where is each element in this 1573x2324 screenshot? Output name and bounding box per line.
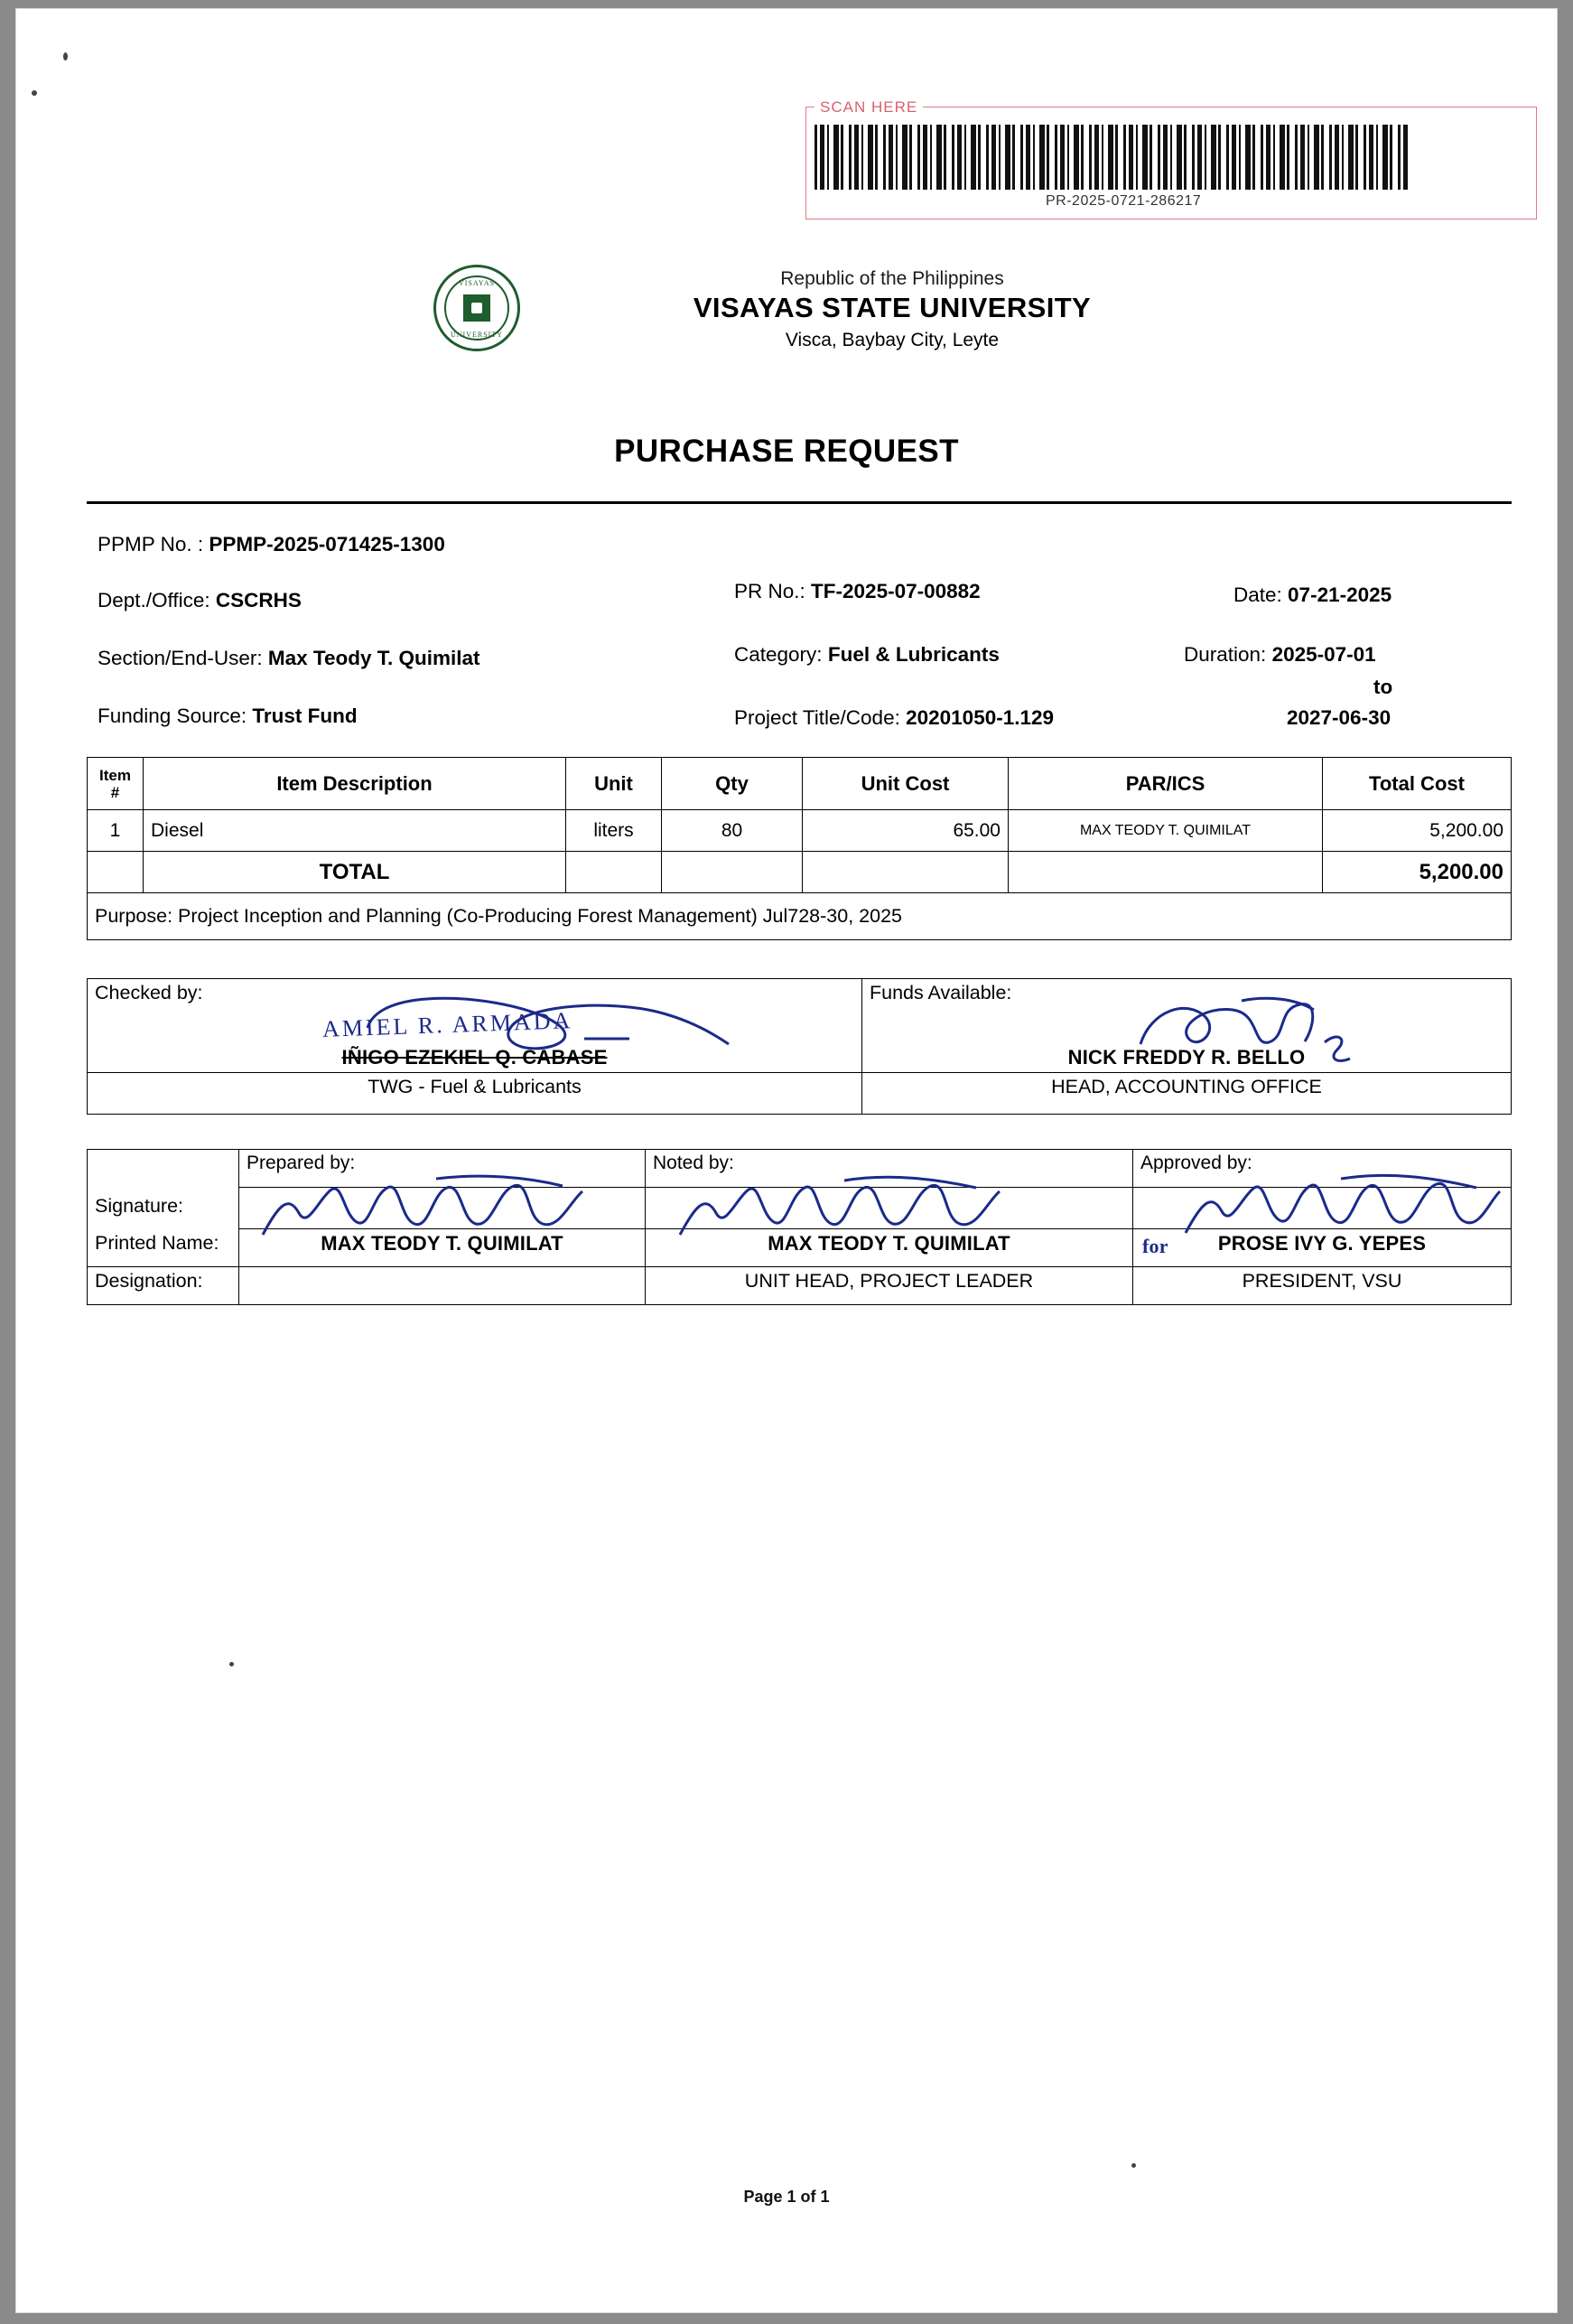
col-par-ics: PAR/ICS bbox=[1009, 758, 1323, 810]
col-item-no: Item # bbox=[88, 758, 144, 810]
checked-by-label: Checked by: bbox=[95, 982, 203, 1003]
cell-item-no: 1 bbox=[88, 810, 144, 852]
ppmp-field bbox=[98, 533, 445, 556]
ppmp-value: PPMP-2025-071425-1300 bbox=[209, 533, 445, 555]
barcode-number: PR-2025-0721-286217 bbox=[1046, 193, 1202, 209]
checked-funds-top-row bbox=[88, 979, 1512, 1073]
checked-funds-table bbox=[87, 978, 1512, 1115]
duration-label: Duration: bbox=[1184, 643, 1267, 666]
cell-description: Diesel bbox=[144, 810, 566, 852]
dept-label: Dept./Office: bbox=[98, 589, 210, 611]
category-value: Fuel & Lubricants bbox=[827, 643, 1000, 666]
approved-by-label-cell: Approved by: bbox=[1133, 1150, 1512, 1188]
project-field bbox=[734, 706, 1054, 730]
cell-unit: liters bbox=[566, 810, 662, 852]
purpose-cell bbox=[88, 893, 1512, 940]
funding-value: Trust Fund bbox=[252, 705, 358, 727]
total-spacer-5 bbox=[1009, 852, 1323, 893]
cell-par-ics: MAX TEODY T. QUIMILAT bbox=[1009, 810, 1323, 852]
table-total-row bbox=[88, 852, 1512, 893]
prepared-by-designation bbox=[239, 1267, 646, 1305]
approved-by-name: PROSE IVY G. YEPES bbox=[1217, 1232, 1427, 1255]
checked-by-cell bbox=[88, 979, 862, 1073]
approval-signature-row bbox=[88, 1188, 1512, 1229]
approved-by-prefix: for bbox=[1142, 1235, 1168, 1257]
approved-by-name-cell bbox=[1133, 1229, 1512, 1267]
approval-header-spacer bbox=[88, 1150, 239, 1188]
duration-from: 2025-07-01 bbox=[1271, 643, 1376, 666]
project-label: Project Title/Code: bbox=[734, 706, 900, 729]
project-value: 20201050-1.129 bbox=[906, 706, 1055, 729]
section-label: Section/End-User: bbox=[98, 647, 263, 669]
total-label: TOTAL bbox=[144, 852, 566, 893]
dept-value: CSCRHS bbox=[215, 589, 302, 611]
purpose-label: Purpose: bbox=[95, 905, 173, 927]
scan-artifact-speck bbox=[229, 1662, 234, 1666]
cell-qty: 80 bbox=[662, 810, 803, 852]
col-total-cost: Total Cost bbox=[1323, 758, 1512, 810]
pr-no-field bbox=[734, 580, 981, 603]
total-spacer-3 bbox=[662, 852, 803, 893]
row-label-signature: Signature: bbox=[88, 1188, 239, 1229]
ppmp-label: PPMP No. : bbox=[98, 533, 204, 555]
duration-to: 2027-06-30 bbox=[1287, 706, 1392, 729]
section-field bbox=[98, 647, 479, 670]
noted-by-designation: UNIT HEAD, PROJECT LEADER bbox=[646, 1267, 1133, 1305]
pr-no-value: TF-2025-07-00882 bbox=[811, 580, 981, 602]
row-label-designation: Designation: bbox=[88, 1267, 239, 1305]
approved-by-designation: PRESIDENT, VSU bbox=[1133, 1267, 1512, 1305]
date-field bbox=[1233, 583, 1392, 607]
funds-available-label: Funds Available: bbox=[870, 982, 1012, 1003]
items-table bbox=[87, 757, 1512, 940]
col-unit: Unit bbox=[566, 758, 662, 810]
total-spacer-4 bbox=[803, 852, 1009, 893]
duration-field bbox=[1184, 643, 1376, 667]
seal-top-text: VISAYAS bbox=[458, 279, 496, 287]
dept-field bbox=[98, 589, 302, 612]
checked-by-role: TWG - Fuel & Lubricants bbox=[88, 1073, 862, 1115]
page-footer: Page 1 of 1 bbox=[743, 2188, 830, 2206]
approved-by-signature-cell bbox=[1133, 1188, 1512, 1229]
scan-artifact-speck bbox=[63, 52, 68, 61]
total-spacer-1 bbox=[88, 852, 144, 893]
pr-no-label: PR No.: bbox=[734, 580, 805, 602]
noted-by-signature-cell bbox=[646, 1188, 1133, 1229]
university-seal-icon bbox=[433, 265, 520, 351]
total-spacer-2 bbox=[566, 852, 662, 893]
prepared-by-name: MAX TEODY T. QUIMILAT bbox=[239, 1229, 646, 1267]
cell-total-cost: 5,200.00 bbox=[1323, 810, 1512, 852]
table-purpose-row bbox=[88, 893, 1512, 940]
category-field bbox=[734, 643, 1000, 667]
approval-name-row bbox=[88, 1229, 1512, 1267]
duration-to-word: to bbox=[1373, 676, 1393, 698]
approval-designation-row bbox=[88, 1267, 1512, 1305]
scan-artifact-speck bbox=[1131, 2163, 1136, 2168]
checked-by-handwriting: AMIEL R. ARMADA bbox=[321, 1007, 573, 1042]
section-value: Max Teody T. Quimilat bbox=[267, 647, 480, 669]
title-divider bbox=[87, 501, 1512, 504]
checked-funds-role-row bbox=[88, 1073, 1512, 1115]
seal-bottom-text: UNIVERSITY bbox=[451, 331, 503, 339]
funds-available-name: NICK FREDDY R. BELLO bbox=[1067, 1046, 1306, 1069]
approval-header-row bbox=[88, 1150, 1512, 1188]
letterhead-line-1: Republic of the Philippines bbox=[780, 268, 1004, 289]
funds-available-role: HEAD, ACCOUNTING OFFICE bbox=[862, 1073, 1512, 1115]
funding-label: Funding Source: bbox=[98, 705, 247, 727]
col-unit-cost: Unit Cost bbox=[803, 758, 1009, 810]
letterhead-line-3: Visca, Baybay City, Leyte bbox=[785, 330, 1000, 350]
funds-available-cell bbox=[862, 979, 1512, 1073]
barcode-image bbox=[814, 125, 1410, 190]
date-label: Date: bbox=[1233, 583, 1282, 606]
noted-by-name: MAX TEODY T. QUIMILAT bbox=[646, 1229, 1133, 1267]
noted-by-label-cell: Noted by: bbox=[646, 1150, 1133, 1188]
document-page bbox=[16, 9, 1557, 2312]
date-value: 07-21-2025 bbox=[1288, 583, 1392, 606]
checked-by-name: IÑIGO EZEKIEL Q. CABASE bbox=[341, 1046, 608, 1069]
category-label: Category: bbox=[734, 643, 823, 666]
funding-field bbox=[98, 705, 358, 728]
table-header-row bbox=[88, 758, 1512, 810]
col-description: Item Description bbox=[144, 758, 566, 810]
page-title: PURCHASE REQUEST bbox=[614, 434, 959, 469]
col-qty: Qty bbox=[662, 758, 803, 810]
scan-artifact-speck bbox=[32, 90, 37, 96]
table-row bbox=[88, 810, 1512, 852]
row-label-printed-name: Printed Name: bbox=[88, 1229, 239, 1267]
cell-unit-cost: 65.00 bbox=[803, 810, 1009, 852]
prepared-by-label-cell: Prepared by: bbox=[239, 1150, 646, 1188]
prepared-by-signature-cell bbox=[239, 1188, 646, 1229]
total-value: 5,200.00 bbox=[1323, 852, 1512, 893]
letterhead-line-2: VISAYAS STATE UNIVERSITY bbox=[693, 292, 1092, 323]
scan-here-label: SCAN HERE bbox=[814, 98, 923, 117]
approval-table bbox=[87, 1149, 1512, 1305]
purpose-text: Project Inception and Planning (Co-Producing Forest Management) Jul728-30, 2025 bbox=[178, 905, 902, 927]
